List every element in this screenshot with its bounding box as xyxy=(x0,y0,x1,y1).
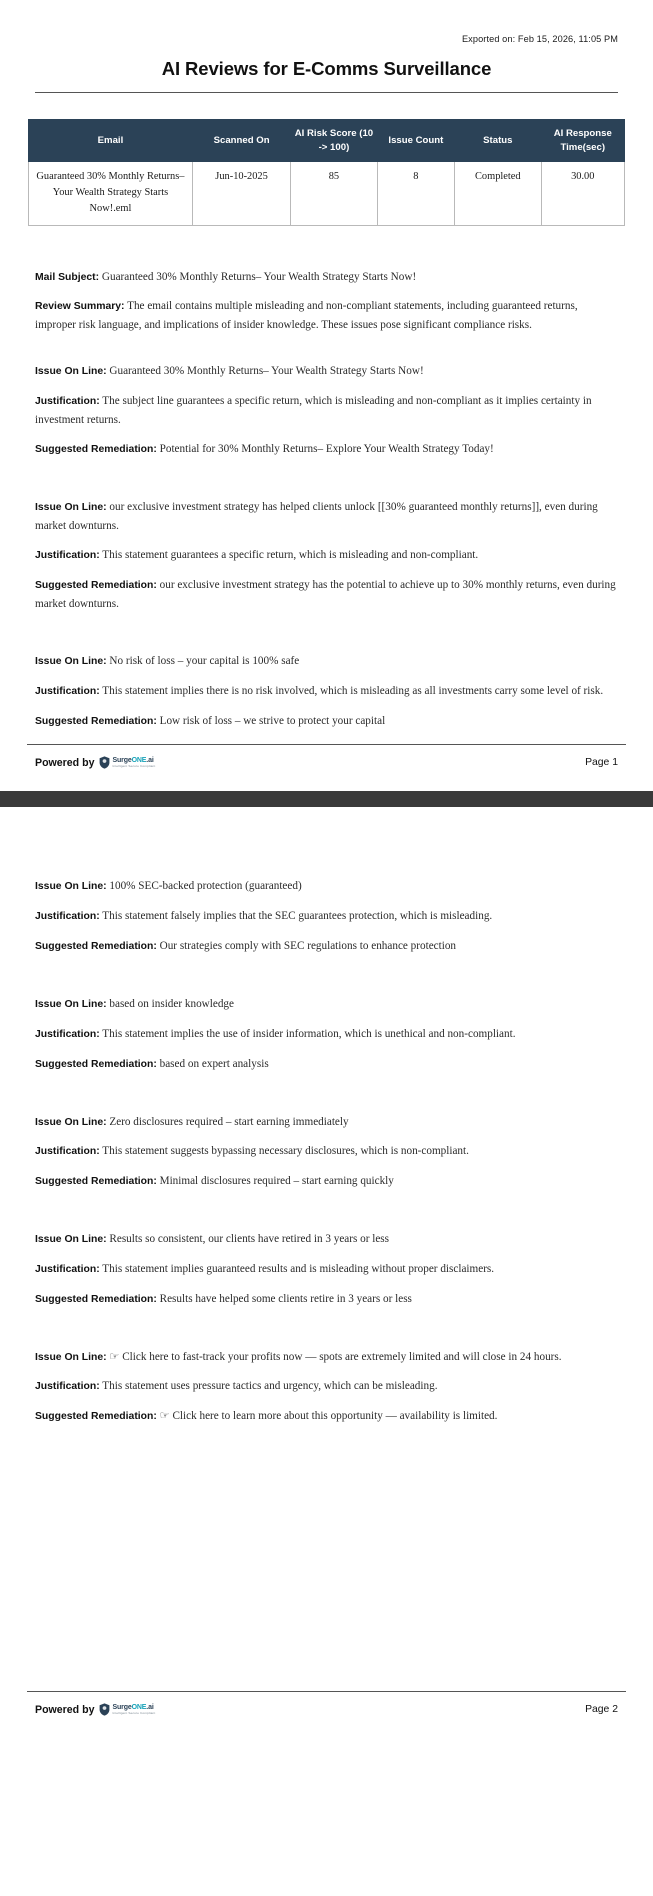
remediation-block xyxy=(35,1407,618,1426)
remediation-block xyxy=(35,1055,618,1074)
justification-label: Justification: xyxy=(35,685,100,697)
remediation-label: Suggested Remediation: xyxy=(35,1058,157,1070)
issue-on-line-value: Zero disclosures required – start earning immediately xyxy=(109,1115,349,1128)
page-number: Page 2 xyxy=(585,1704,618,1716)
logo-name xyxy=(112,1704,155,1711)
issue-on-line-value: Guaranteed 30% Monthly Returns– Your Wealth Strategy Starts Now! xyxy=(109,365,424,378)
spacer xyxy=(35,470,618,498)
logo-text-block xyxy=(112,757,155,768)
remediation-value: Potential for 30% Monthly Returns– Explore Your Wealth Strategy Today! xyxy=(159,443,494,456)
remediation-label: Suggested Remediation: xyxy=(35,444,157,456)
remediation-label: Suggested Remediation: xyxy=(35,579,157,591)
justification-block xyxy=(35,1025,618,1044)
shield-icon xyxy=(99,756,110,769)
remediation-value: ☞ Click here to learn more about this opportunity — availability is limited. xyxy=(159,1410,498,1423)
cell-issue-count: 8 xyxy=(377,162,454,225)
spacer xyxy=(35,1202,618,1230)
spacer xyxy=(35,1320,618,1348)
issue-group xyxy=(35,498,618,613)
page-footer xyxy=(27,1691,626,1716)
summary-table-wrapper xyxy=(27,119,626,226)
issue-on-line-value: based on insider knowledge xyxy=(109,997,234,1010)
issue-on-line-value: Results so consistent, our clients have retired in 3 years or less xyxy=(109,1233,390,1246)
justification-label: Justification: xyxy=(35,911,100,923)
summary-table-head xyxy=(29,120,625,162)
page-2-content xyxy=(27,877,626,1426)
remediation-value: our exclusive investment strategy has the potential to achieve up to 30% monthly returns, even during market downturns. xyxy=(35,578,616,610)
issue-on-line-label: Issue On Line: xyxy=(35,998,107,1010)
issue-group xyxy=(35,877,618,956)
shield-icon xyxy=(99,1703,110,1716)
spacer xyxy=(35,624,618,652)
remediation-value: Results have helped some clients retire in 3 years or less xyxy=(159,1292,412,1305)
logo-text-block xyxy=(112,1704,155,1715)
remediation-block xyxy=(35,937,618,956)
mail-subject-value: Guaranteed 30% Monthly Returns– Your Wealth Strategy Starts Now! xyxy=(101,270,417,283)
logo-tagline: Intelligent Secure Compliant xyxy=(112,1711,156,1716)
column-header-scanned-on: Scanned On xyxy=(192,120,290,162)
exported-on-label: Exported on: Feb 15, 2026, 11:05 PM xyxy=(461,34,618,44)
logo-name-suffix: .ai xyxy=(146,1704,154,1712)
remediation-block xyxy=(35,576,618,613)
powered-by-group xyxy=(35,1703,155,1716)
logo-name-accent: ONE xyxy=(131,757,147,765)
justification-block xyxy=(35,1377,618,1396)
justification-label: Justification: xyxy=(35,1263,100,1275)
issue-group xyxy=(35,362,618,459)
justification-label: Justification: xyxy=(35,550,100,562)
powered-by-group xyxy=(35,756,155,769)
issue-on-line-block xyxy=(35,1113,618,1132)
issue-on-line-label: Issue On Line: xyxy=(35,881,107,893)
issue-on-line-block xyxy=(35,995,618,1014)
spacer xyxy=(35,967,618,995)
logo-tagline: Intelligent Secure Compliant xyxy=(112,764,156,769)
justification-block xyxy=(35,546,618,565)
column-header-email: Email xyxy=(29,120,193,162)
justification-block xyxy=(35,392,618,429)
justification-value: This statement guarantees a specific return, which is misleading and non-compliant. xyxy=(102,549,479,562)
review-summary-label: Review Summary: xyxy=(35,301,125,313)
remediation-label: Suggested Remediation: xyxy=(35,1176,157,1188)
table-row xyxy=(29,162,625,225)
issue-on-line-value: our exclusive investment strategy has helped clients unlock [[30% guaranteed monthly returns]], even during market downturns. xyxy=(35,501,598,532)
column-header-issue-count: Issue Count xyxy=(377,120,454,162)
justification-value: This statement implies there is no risk involved, which is misleading as all investments carry some level of risk. xyxy=(102,684,604,697)
logo-name-primary: Surge xyxy=(112,757,132,765)
page-footer xyxy=(27,744,626,769)
column-header-ai-risk-score: AI Risk Score (10 -> 100) xyxy=(291,120,377,162)
remediation-value: Our strategies comply with SEC regulations to enhance protection xyxy=(159,940,457,953)
cell-ai-response-time: 30.00 xyxy=(541,162,624,225)
page-separator xyxy=(0,791,653,807)
column-header-ai-response-time: AI Response Time(sec) xyxy=(541,120,624,162)
spacer xyxy=(27,1716,626,1738)
powered-by-label: Powered by xyxy=(35,756,95,769)
issue-on-line-value: ☞ Click here to fast-track your profits now — spots are extremely limited and will close in 24 hours. xyxy=(109,1350,562,1363)
surgeone-logo xyxy=(99,756,155,769)
issue-on-line-label: Issue On Line: xyxy=(35,502,107,514)
remediation-block xyxy=(35,712,618,731)
cell-status: Completed xyxy=(455,162,541,225)
page-1 xyxy=(0,0,653,791)
remediation-block xyxy=(35,440,618,459)
issue-on-line-label: Issue On Line: xyxy=(35,366,107,378)
review-summary-value: The email contains multiple misleading and non-compliant statements, including guaranteed returns, improper risk language, and implications of insider knowledge. These issues pose significant compliance risks. xyxy=(35,300,578,332)
justification-value: This statement implies the use of insider information, which is unethical and non-compliant. xyxy=(102,1027,516,1040)
summary-table xyxy=(28,119,625,226)
remediation-block xyxy=(35,1172,618,1191)
cell-scanned-on: Jun-10-2025 xyxy=(192,162,290,225)
powered-by-label: Powered by xyxy=(35,1703,95,1716)
issue-on-line-block xyxy=(35,652,618,671)
issue-group xyxy=(35,1230,618,1309)
justification-value: This statement suggests bypassing necessary disclosures, which is non-compliant. xyxy=(102,1145,469,1158)
mail-subject-label: Mail Subject: xyxy=(35,271,100,283)
surgeone-logo xyxy=(99,1703,155,1716)
justification-value: The subject line guarantees a specific return, which is misleading and non-compliant as it implies certainty in investment returns. xyxy=(35,395,592,427)
logo-name-accent: ONE xyxy=(131,1704,147,1712)
page-number: Page 1 xyxy=(585,757,618,769)
issue-group xyxy=(35,652,618,731)
review-summary-block xyxy=(35,297,618,334)
spacer xyxy=(27,1437,626,1677)
spacer xyxy=(35,345,618,362)
issue-on-line-value: No risk of loss – your capital is 100% safe xyxy=(109,654,300,667)
issue-on-line-label: Issue On Line: xyxy=(35,1116,107,1128)
remediation-label: Suggested Remediation: xyxy=(35,715,157,727)
issue-on-line-block xyxy=(35,877,618,896)
summary-table-body xyxy=(29,162,625,225)
justification-block xyxy=(35,682,618,701)
page-1-content xyxy=(27,268,626,731)
justification-block xyxy=(35,1260,618,1279)
logo-name xyxy=(112,757,155,764)
issue-on-line-label: Issue On Line: xyxy=(35,655,107,667)
issue-on-line-label: Issue On Line: xyxy=(35,1234,107,1246)
justification-label: Justification: xyxy=(35,396,100,408)
cell-email: Guaranteed 30% Monthly Returns– Your Wealth Strategy Starts Now!.eml xyxy=(29,162,193,225)
issue-on-line-block xyxy=(35,1348,618,1367)
issue-group xyxy=(35,1348,618,1427)
cell-ai-risk-score: 85 xyxy=(291,162,377,225)
issue-group xyxy=(35,995,618,1074)
justification-block xyxy=(35,907,618,926)
spacer xyxy=(27,226,626,268)
remediation-value: Low risk of loss – we strive to protect your capital xyxy=(159,714,386,727)
issue-on-line-block xyxy=(35,498,618,535)
remediation-label: Suggested Remediation: xyxy=(35,941,157,953)
spacer xyxy=(35,1085,618,1113)
justification-label: Justification: xyxy=(35,1146,100,1158)
justification-value: This statement implies guaranteed results and is misleading without proper disclaimers. xyxy=(102,1262,495,1275)
issue-on-line-value: 100% SEC-backed protection (guaranteed) xyxy=(109,880,302,893)
column-header-status: Status xyxy=(455,120,541,162)
remediation-label: Suggested Remediation: xyxy=(35,1293,157,1305)
issue-on-line-block xyxy=(35,362,618,381)
remediation-value: based on expert analysis xyxy=(159,1057,269,1070)
logo-name-suffix: .ai xyxy=(146,757,154,765)
justification-value: This statement falsely implies that the SEC guarantees protection, which is misleading. xyxy=(102,910,493,923)
spacer xyxy=(27,807,626,877)
table-header-row xyxy=(29,120,625,162)
page-title: AI Reviews for E-Comms Surveillance xyxy=(161,58,492,79)
spacer xyxy=(27,769,626,791)
remediation-label: Suggested Remediation: xyxy=(35,1411,157,1423)
justification-value: This statement uses pressure tactics and urgency, which can be misleading. xyxy=(102,1380,438,1393)
remediation-block xyxy=(35,1290,618,1309)
issue-on-line-label: Issue On Line: xyxy=(35,1351,107,1363)
justification-block xyxy=(35,1142,618,1161)
issue-group xyxy=(35,1113,618,1192)
mail-subject-block xyxy=(35,268,618,287)
issue-on-line-block xyxy=(35,1230,618,1249)
logo-name-primary: Surge xyxy=(112,1704,132,1712)
page-2 xyxy=(0,807,653,1738)
title-divider xyxy=(35,92,618,93)
justification-label: Justification: xyxy=(35,1381,100,1393)
remediation-value: Minimal disclosures required – start earning quickly xyxy=(159,1175,394,1188)
justification-label: Justification: xyxy=(35,1028,100,1040)
